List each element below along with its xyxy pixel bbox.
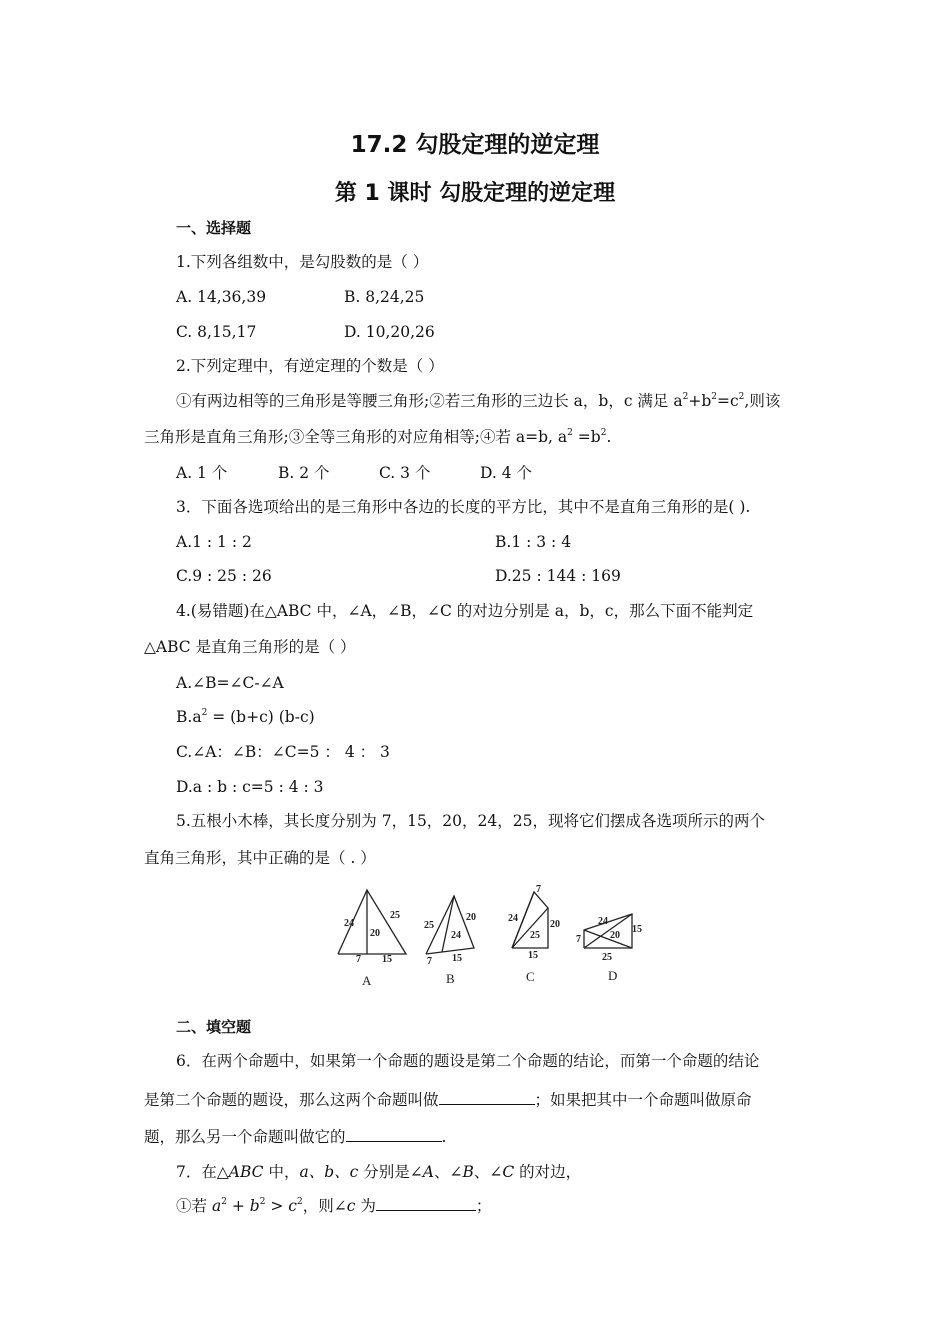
- fig-b-label-2: 20: [466, 912, 476, 923]
- q2-option-b: B. 2 个: [278, 464, 330, 482]
- figure-d: [576, 914, 642, 983]
- figure-b: [424, 896, 476, 986]
- fig-b-label-5: 15: [452, 953, 462, 964]
- question-7-line-1: 7．在△ABC 中，a、b、c 分别是∠A、∠B、∠C 的对边，: [176, 1163, 582, 1181]
- q2-option-d: D. 4 个: [480, 464, 533, 482]
- q2-statement-line-1: ①有两边相等的三角形是等腰三角形;②若三角形的三边长 a，b，c 满足 $a^2+b^2=c^2$,则该: [176, 391, 781, 410]
- fig-c-label-2: 24: [508, 913, 518, 924]
- section-heading-fill: 二、填空题: [176, 1018, 252, 1036]
- q2-statement-line-2: 三角形是直角三角形;③全等三角形的对应角相等;④若 a=b, $a^2 =b^2$.: [144, 427, 612, 446]
- q1-option-d: D. 10,20,26: [344, 323, 435, 341]
- fig-b-label-4: 7: [427, 956, 432, 967]
- fig-d-label-5: 25: [602, 952, 612, 963]
- section-heading-choice: 一、选择题: [176, 219, 252, 237]
- fig-a-label-2: 25: [390, 910, 400, 921]
- answer-blank-3[interactable]: [376, 1196, 476, 1211]
- q4-option-a: A.∠B=∠C-∠A: [176, 674, 284, 692]
- question-4-line-2: △ABC 是直角三角形的是（ ）: [144, 638, 356, 656]
- fig-b-label-1: 25: [424, 920, 434, 931]
- fig-d-label-1: 24: [598, 916, 608, 927]
- question-3-stem: 3．下面各选项给出的是三角形中各边的长度的平方比，其中不是直角三角形的是( ).: [176, 498, 751, 516]
- triangle-figures: [330, 882, 650, 990]
- answer-blank-2[interactable]: [346, 1127, 442, 1142]
- q4-option-c: C.∠A：∠B：∠C=5 ： 4 ： 3: [176, 743, 390, 761]
- question-5-line-1: 5.五根小木棒，其长度分别为 7，15，20，24，25，现将它们摆成各选项所示的两个: [176, 812, 765, 830]
- fig-a-label-4: 7: [356, 954, 361, 965]
- fig-b-label-3: 24: [451, 930, 461, 941]
- fig-c-caption: C: [526, 969, 535, 984]
- q4-option-d: D.a : b : c=5 : 4 : 3: [176, 778, 324, 796]
- question-6-line-1: 6．在两个命题中，如果第一个命题的题设是第二个命题的结论，而第一个命题的结论: [176, 1052, 760, 1070]
- q2-option-c: C. 3 个: [379, 464, 431, 482]
- page-subtitle: 第 1 课时 勾股定理的逆定理: [334, 181, 616, 206]
- fig-c-label-5: 15: [528, 950, 538, 961]
- q3-option-b: B.1 : 3 : 4: [495, 533, 572, 551]
- figure-a: [338, 890, 406, 988]
- q1-option-b: B. 8,24,25: [344, 288, 425, 306]
- page-title: 17.2 勾股定理的逆定理: [350, 132, 600, 158]
- fig-a-label-3: 20: [370, 928, 380, 939]
- q4-option-b: $B.a^2 = (b+c)$ (b-c): [176, 707, 315, 726]
- question-5-line-2: 直角三角形，其中正确的是（ . ）: [144, 849, 376, 867]
- fig-d-label-4: 15: [632, 924, 642, 935]
- question-2-stem: 2.下列定理中，有逆定理的个数是（ ）: [176, 357, 444, 375]
- fig-a-label-5: 15: [382, 954, 392, 965]
- fig-d-label-2: 7: [576, 934, 581, 945]
- question-7-item-1: ①若 $a^2 + b^2 > c^2$，则∠c 为 ；: [176, 1196, 492, 1215]
- q2-option-a: A. 1 个: [176, 464, 228, 482]
- fig-a-caption: A: [362, 973, 372, 988]
- q1-option-a: A. 14,36,39: [176, 288, 267, 306]
- question-1-stem: 1.下列各组数中，是勾股数的是（ ）: [176, 253, 429, 271]
- fig-c-label-4: 25: [530, 930, 540, 941]
- q3-option-d: D.25 : 144 : 169: [495, 567, 621, 585]
- q3-option-a: A.1 : 1 : 2: [176, 533, 252, 551]
- question-6-line-2: 是第二个命题的题设，那么这两个命题叫做 ；如果把其中一个命题叫做原命: [144, 1091, 752, 1109]
- fig-a-label-1: 24: [344, 918, 354, 929]
- question-6-line-3: 题，那么另一个命题叫做它的 .: [144, 1128, 447, 1146]
- figure-c: [508, 884, 560, 984]
- q1-option-c: C. 8,15,17: [176, 323, 257, 341]
- fig-d-caption: D: [608, 968, 618, 983]
- fig-c-label-3: 20: [550, 919, 560, 930]
- fig-b-caption: B: [446, 971, 455, 986]
- q3-option-c: C.9 : 25 : 26: [176, 567, 272, 585]
- question-4-line-1: 4.(易错题)在△ABC 中，∠A，∠B，∠C 的对边分别是 a，b，c，那么下面不能判定: [176, 602, 754, 620]
- fig-d-label-3: 20: [610, 930, 620, 941]
- fig-c-label-1: 7: [536, 884, 541, 895]
- answer-blank-1[interactable]: [439, 1090, 535, 1105]
